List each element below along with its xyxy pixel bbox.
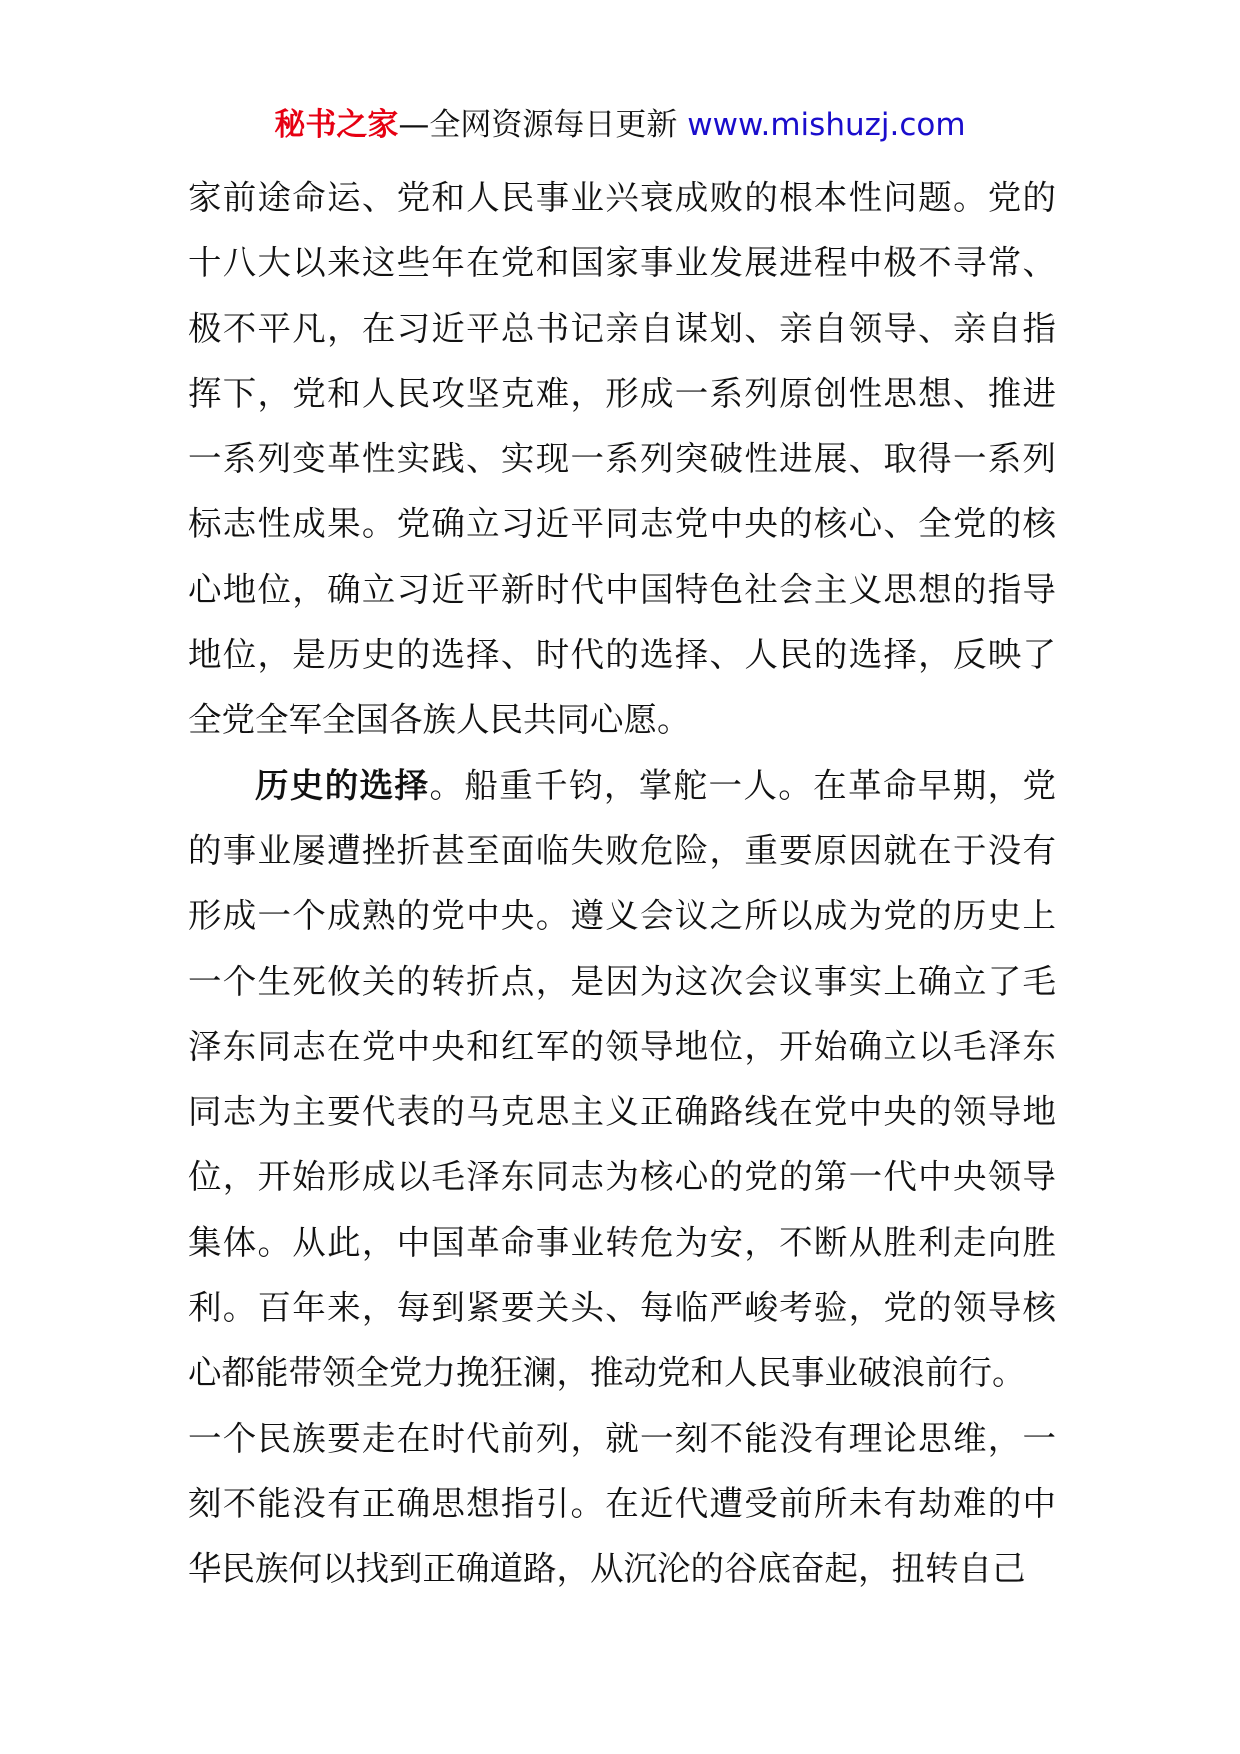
document-body (188, 165, 1056, 1602)
paragraph (188, 165, 1056, 753)
header-url[interactable]: www.mishuzj.com (687, 107, 966, 143)
paragraph-text: 。船重千钧，掌舵一人。在革命早期，党的事业屡遭挫折甚至面临失败危险，重要原因就在于没有形成一个成熟的党中央。遵义会议之所以成为党的历史上一个生死攸关的转折点，是因为这次会议事实上确立了毛泽东同志在党中央和红军的领导地位，开始确立以毛泽东同志为主要代表的马克思主义正确路线在党中央的领导地位，开始形成以毛泽东同志为核心的党的第一代中央领导集体。从此，中国革命事业转危为安，不断从胜利走向胜利。百年来，每到紧要关头、每临严峻考验，党的领导核心都能带领全党力挽狂澜，推动党和人民事业破浪前行。 (188, 765, 1057, 1393)
header-tagline: —全网资源每日更新 (398, 107, 678, 143)
header-brand: 秘书之家 (274, 107, 399, 143)
paragraph-text: 一个民族要走在时代前列，就一刻不能没有理论思维，一刻不能没有正确思想指引。在近代遭受前所未有劫难的中华民族何以找到正确道路，从沉沦的谷底奋起，扭转自己 (188, 1418, 1056, 1589)
paragraph (188, 753, 1056, 1406)
paragraph-lead: 历史的选择 (255, 765, 430, 805)
page-header (0, 103, 1240, 147)
paragraph-text: 家前途命运、党和人民事业兴衰成败的根本性问题。党的十八大以来这些年在党和国家事业发展进程中极不寻常、极不平凡，在习近平总书记亲自谋划、亲自领导、亲自指挥下，党和人民攻坚克难，形成一系列原创性思想、推进一系列变革性实践、实现一系列突破性进展、取得一系列标志性成果。党确立习近平同志党中央的核心、全党的核心地位，确立习近平新时代中国特色社会主义思想的指导地位，是历史的选择、时代的选择、人民的选择，反映了全党全军全国各族人民共同心愿。 (188, 178, 1056, 740)
paragraph (188, 1406, 1056, 1602)
